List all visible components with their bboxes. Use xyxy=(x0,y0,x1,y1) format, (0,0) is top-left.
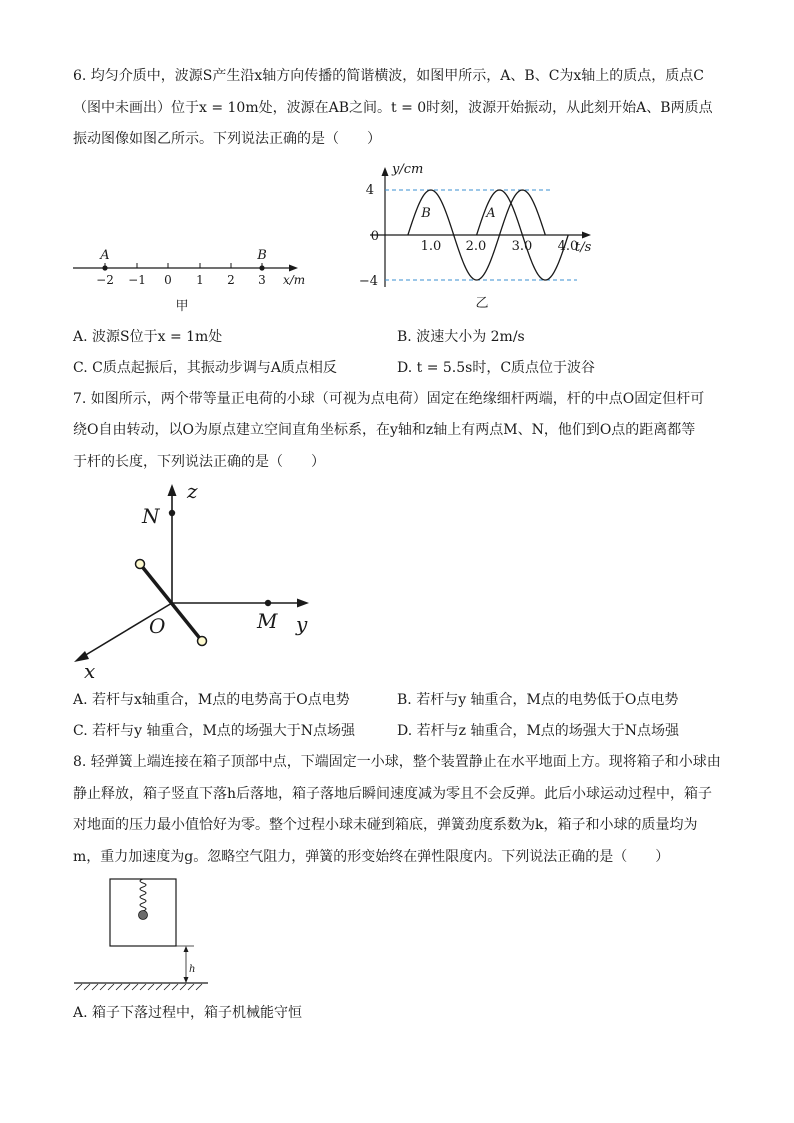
q7-x-label: x xyxy=(84,659,96,683)
q6-jia-point-a xyxy=(102,265,107,270)
q8-figure-box xyxy=(68,876,218,996)
q6-yi-y-tick: −4 xyxy=(358,274,378,289)
q6-yi-x-tick: 2.0 xyxy=(465,239,487,254)
q6-option-a: A. 波源S位于x = 1m处 xyxy=(73,329,223,345)
q8-ball xyxy=(139,911,148,920)
q6-option-b: B. 波速大小为 2m/s xyxy=(397,329,525,345)
q6-jia-point-b xyxy=(259,265,264,270)
q6-jia-tick-label: 3 xyxy=(258,273,266,287)
q7-o-label: O xyxy=(149,614,166,638)
q6-jia-tick-label: 0 xyxy=(164,273,172,287)
q6-jia-tick-label: 2 xyxy=(227,273,235,287)
q7-ball-upper xyxy=(136,560,145,569)
q7-ball-lower xyxy=(198,637,207,646)
q7-figure-axes xyxy=(62,478,322,688)
q6-stem-line-3: 振动图像如图乙所示。下列说法正确的是（ ） xyxy=(73,131,381,147)
q6-yi-x-tick: 3.0 xyxy=(511,239,533,254)
q7-option-b: B. 若杆与y 轴重合，M点的电势低于O点电势 xyxy=(397,692,679,708)
q6-jia-caption: 甲 xyxy=(175,299,189,314)
q6-yi-x-tick: 1.0 xyxy=(420,239,442,254)
q7-y-label: y xyxy=(296,612,308,636)
q6-option-c: C. C质点起振后，其振动步调与A质点相反 xyxy=(73,360,337,376)
q6-jia-axis-label: x/m xyxy=(283,273,306,287)
q6-figure-yi xyxy=(330,157,600,317)
q7-option-c: C. 若杆与y 轴重合，M点的场强大于N点场强 xyxy=(73,723,356,739)
q7-z-label: z xyxy=(187,479,198,503)
q6-yi-y-tick: 0 xyxy=(370,229,379,244)
q7-stem-line-2: 绕O自由转动，以O为原点建立空间直角坐标系，在y轴和z轴上有两点M、N，他们到O点的距离都等 xyxy=(73,422,696,438)
q8-option-a: A. 箱子下落过程中，箱子机械能守恒 xyxy=(73,1005,303,1021)
q8-stem-line-3: 对地面的压力最小值恰好为零。整个过程小球未碰到箱底，弹簧劲度系数为k，箱子和小球的质量均为 xyxy=(73,817,698,833)
q6-option-d: D. t = 5.5s时，C质点位于波谷 xyxy=(397,360,596,376)
q6-figure-jia xyxy=(70,246,330,316)
q7-n-label: N xyxy=(142,504,160,528)
q7-option-d: D. 若杆与z 轴重合，M点的场强大于N点场强 xyxy=(397,723,680,739)
q6-jia-tick-label: 1 xyxy=(196,273,204,287)
q7-option-a: A. 若杆与x轴重合，M点的电势高于O点电势 xyxy=(73,692,350,708)
q6-jia-label-b: B xyxy=(257,248,267,263)
q6-yi-curve-b-label: B xyxy=(421,206,431,221)
q7-point-m xyxy=(265,600,271,606)
q8-stem-line-1: 8. 轻弹簧上端连接在箱子顶部中点，下端固定一小球，整个装置静止在水平地面上方。现将箱子和小球由 xyxy=(73,754,721,770)
q6-jia-tick-label: −1 xyxy=(128,273,146,287)
q8-stem-line-2: 静止释放，箱子竖直下落h后落地，箱子落地后瞬间速度减为零且不会反弹。此后小球运动过程中，箱子 xyxy=(73,786,713,802)
q8-stem-line-4: m，重力加速度为g。忽略空气阻力，弹簧的形变始终在弹性限度内。下列说法正确的是（ ） xyxy=(73,849,670,865)
q6-yi-curve-a-label: A xyxy=(486,206,496,221)
q7-m-label: M xyxy=(257,609,278,633)
q6-stem-line-1: 6. 均匀介质中，波源S产生沿x轴方向传播的简谐横波，如图甲所示，A、B、C为x轴上的质点，质点C xyxy=(73,68,705,84)
q6-jia-tick-label: −2 xyxy=(96,273,114,287)
q7-point-n xyxy=(169,510,175,516)
q8-ground-hatch xyxy=(76,984,202,990)
q6-jia-ticks xyxy=(105,263,262,268)
q6-yi-y-tick: 4 xyxy=(365,183,374,198)
q6-stem-line-2: （图中未画出）位于x = 10m处，波源在AB之间。t = 0时刻，波源开始振动，从此刻开始A、B两质点 xyxy=(73,100,713,116)
q7-stem-line-1: 7. 如图所示，两个带等量正电荷的小球（可视为点电荷）固定在绝缘细杆两端，杆的中点O固定但杆可 xyxy=(73,391,705,407)
q7-stem-line-3: 于杆的长度，下列说法正确的是（ ） xyxy=(73,454,325,470)
q6-yi-caption: 乙 xyxy=(475,296,489,311)
q6-yi-x-tick: 4.0 xyxy=(557,239,579,254)
q8-h-label: h xyxy=(189,964,196,975)
q6-yi-x-label: t/s xyxy=(575,240,592,255)
q6-yi-y-label: y/cm xyxy=(392,162,424,177)
q6-jia-label-a: A xyxy=(100,248,110,263)
